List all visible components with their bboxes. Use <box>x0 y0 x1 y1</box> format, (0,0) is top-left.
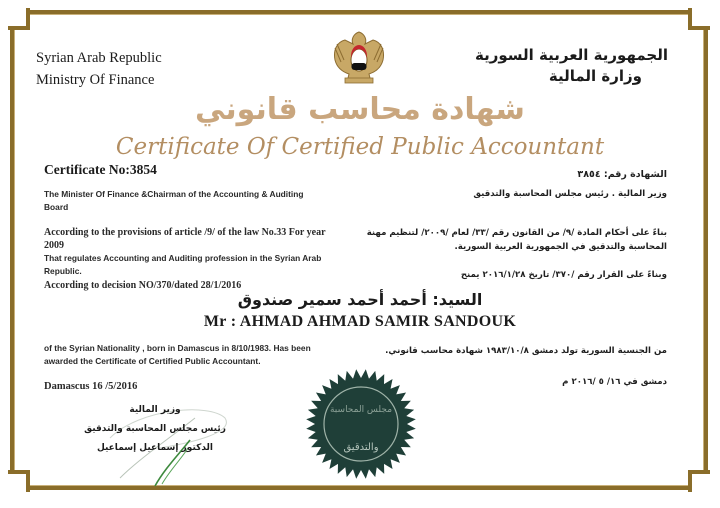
nationality-ar: من الجنسية السورية تولد دمشق ١٩٨٣/١٠/٨ شهادة محاسب قانوني. <box>385 346 667 356</box>
header-country-en: Syrian Arab Republic <box>36 50 162 66</box>
provisions-line-2: That regulates Accounting and Auditing profession in the Syrian Arab <box>44 253 322 263</box>
nationality-en <box>44 342 344 368</box>
recipient-name-english: Mr : AHMAD AHMAD SAMIR SANDOUK <box>203 313 517 330</box>
provisions-line-3: Republic. <box>44 266 82 276</box>
decision-ar: وبناءً على القرار رقم /٣٧٠/ تاريخ ٢٠١٦/١/٢٨ يمنح <box>460 270 667 280</box>
decision-en: According to decision NO/370/dated 28/1/2016 <box>44 280 242 291</box>
provisions-ar-line-2: المحاسبة والتدقيق في الجمهورية العربية السورية. <box>454 242 667 252</box>
signatory-board: رئيس مجلس المحاسبة والتدقيق <box>84 424 226 434</box>
corner-ornament <box>8 8 30 30</box>
minister-line-1: The Minister Of Finance &Chairman of the Accounting & Auditing <box>44 189 304 199</box>
seal-text-bottom: والتدقيق <box>343 442 379 453</box>
provisions-line-1: According to the provisions of article /9/ of the law No.33 For year 2009 <box>44 227 326 251</box>
minister-line-2: Board <box>44 202 69 212</box>
provisions-en <box>44 226 344 292</box>
certificate-title-arabic: شهادة محاسب قانوني <box>195 92 525 127</box>
minister-line-en <box>44 188 344 214</box>
provisions-ar <box>347 226 667 254</box>
certificate-number-ar: الشهادة رقم: ٣٨٥٤ <box>577 169 667 180</box>
place-date-en: Damascus 16 /5/2016 <box>44 381 138 392</box>
nationality-line-1: of the Syrian Nationality , born in Damascus in 8/10/1983. Has been <box>44 343 311 353</box>
minister-line-ar: وزير المالية . رئيس مجلس المحاسبة والتدقيق <box>473 189 667 199</box>
place-date-ar: دمشق في ١٦/ ٥ /٢٠١٦ م <box>562 377 667 387</box>
header-ministry-ar: وزارة المالية <box>548 67 642 85</box>
recipient-name-arabic: السيد: أحمد أحمد سمير صندوق <box>237 290 483 309</box>
corner-ornament <box>688 8 710 30</box>
official-seal-icon <box>305 368 417 480</box>
signatory-title: وزير المالية <box>129 405 181 415</box>
seal-text-top: مجلس المحاسبة <box>329 405 393 415</box>
corner-ornament <box>688 470 710 492</box>
provisions-ar-line-1: بناءً على أحكام المادة /٩/ من القانون رقم /٣٣/ لعام /٢٠٠٩/ لتنظيم مهنة <box>366 228 667 238</box>
header-ministry-en: Ministry Of Finance <box>36 72 155 88</box>
signatory-name: الدكتور إسماعيل إسماعيل <box>96 443 214 453</box>
corner-ornament <box>8 470 30 492</box>
syrian-eagle-emblem-icon <box>327 28 391 90</box>
signatory-block <box>60 401 250 458</box>
certificate-title-english: Certificate Of Certified Public Accountant <box>115 134 605 160</box>
header-country-ar: الجمهورية العربية السورية <box>475 46 668 64</box>
nationality-line-2: awarded the Certificate of Certified Public Accountant. <box>44 356 261 366</box>
certificate-number-en: Certificate No:3854 <box>44 162 157 177</box>
